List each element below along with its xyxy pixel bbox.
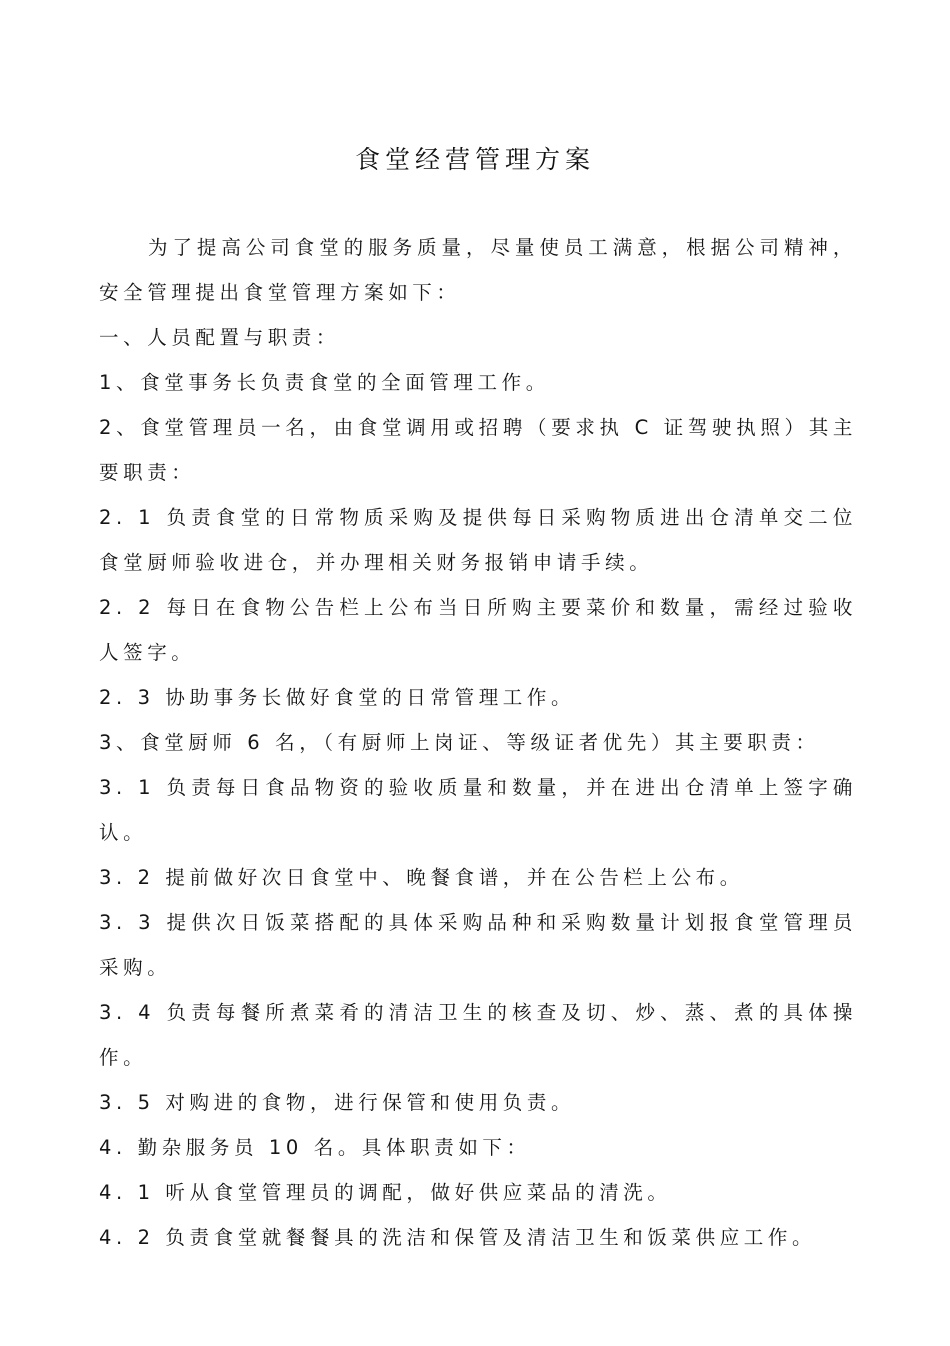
paragraph-item-3-3: 3. 3 提供次日饭菜搭配的具体采购品种和采购数量计划报食堂管理员采购。: [99, 911, 857, 979]
paragraph-item-2-2: 2. 2 每日在食物公告栏上公布当日所购主要菜价和数量，需经过验收人签字。: [99, 596, 857, 664]
paragraph-item-4-1: 4. 1 听从食堂管理员的调配，做好供应菜品的清洗。: [99, 1181, 672, 1204]
paragraph-item-2-3: 2. 3 协助事务长做好食堂的日常管理工作。: [99, 686, 576, 709]
paragraph-intro: 为了提高公司食堂的服务质量，尽量使员工满意，根据公司精神，安全管理提出食堂管理方案如下：: [99, 236, 857, 304]
paragraph-item-2: 2、食堂管理员一名，由食堂调用或招聘（要求执 C 证驾驶执照）其主要职责：: [99, 416, 857, 484]
document-title: 食堂经营管理方案: [354, 145, 595, 174]
paragraph-item-3-1: 3. 1 负责每日食品物资的验收质量和数量，并在进出仓清单上签字确认。: [99, 776, 857, 844]
paragraph-item-3-2: 3. 2 提前做好次日食堂中、晚餐食谱，并在公告栏上公布。: [99, 866, 744, 889]
paragraph-item-4: 4. 勤杂服务员 10 名。具体职责如下：: [99, 1136, 531, 1159]
paragraph-item-2-1: 2. 1 负责食堂的日常物质采购及提供每日采购物质进出仓清单交二位食堂厨师验收进仓，并办理相关财务报销申请手续。: [99, 506, 857, 574]
paragraph-item-3: 3、食堂厨师 6 名，（有厨师上岗证、等级证者优先）其主要职责：: [99, 731, 820, 754]
document-body: [99, 225, 857, 1260]
paragraph-item-3-4: 3. 4 负责每餐所煮菜肴的清洁卫生的核查及切、炒、蒸、煮的具体操作。: [99, 1001, 857, 1069]
paragraph-item-3-5: 3. 5 对购进的食物，进行保管和使用负责。: [99, 1091, 576, 1114]
section-heading-staffing: 一、人员配置与职责：: [99, 326, 341, 349]
paragraph-item-4-2: 4. 2 负责食堂就餐餐具的洗洁和保管及清洁卫生和饭菜供应工作。: [99, 1226, 817, 1249]
paragraph-item-1: 1、食堂事务长负责食堂的全面管理工作。: [99, 371, 550, 394]
